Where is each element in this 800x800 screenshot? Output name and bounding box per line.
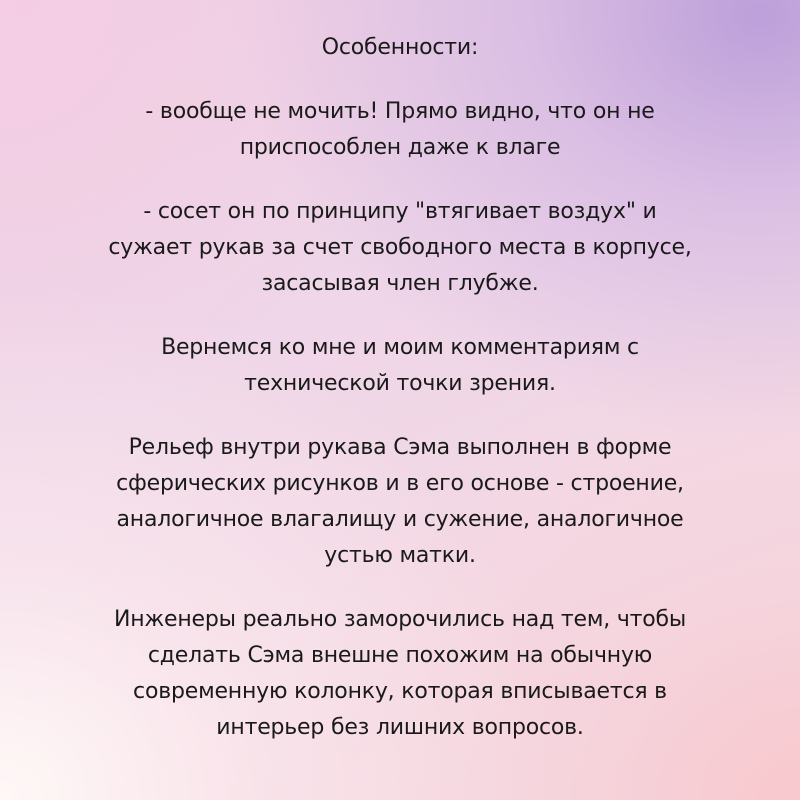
text-line: - вообще не мочить! Прямо видно, что он не [145,99,655,124]
text-line: устью матки. [324,543,476,568]
text-line: засасывая член глубже. [261,271,539,296]
text-line: Вернемся ко мне и моим комментариям с [161,335,639,360]
paragraph-do-not-wet [20,94,780,166]
text-line: современную колонку, которая вписывается в [133,679,667,704]
paragraph-engineers [20,602,780,746]
paragraph-technical-comments [20,330,780,402]
text-line: Особенности: [321,35,479,60]
text-line: - сосет он по принципу "втягивает воздух" и [143,199,657,224]
text-line: технической точки зрения. [244,371,556,396]
paragraph-features-heading [20,30,780,66]
paragraph-suction-principle [20,194,780,302]
paragraph-relief [20,430,780,574]
text-line: сферических рисунков и в его основе - строение, [116,471,684,496]
text-line: интерьер без лишних вопросов. [216,715,584,740]
text-line: сделать Сэма внешне похожим на обычную [147,643,653,668]
text-line: сужает рукав за счет свободного места в корпусе, [108,235,692,260]
text-line: приспособлен даже к влаге [239,135,561,160]
text-line: Рельеф внутри рукава Сэма выполнен в форме [128,435,672,460]
text-line: аналогичное влагалищу и сужение, аналогичное [116,507,684,532]
text-line: Инженеры реально заморочились над тем, чтобы [113,607,687,632]
